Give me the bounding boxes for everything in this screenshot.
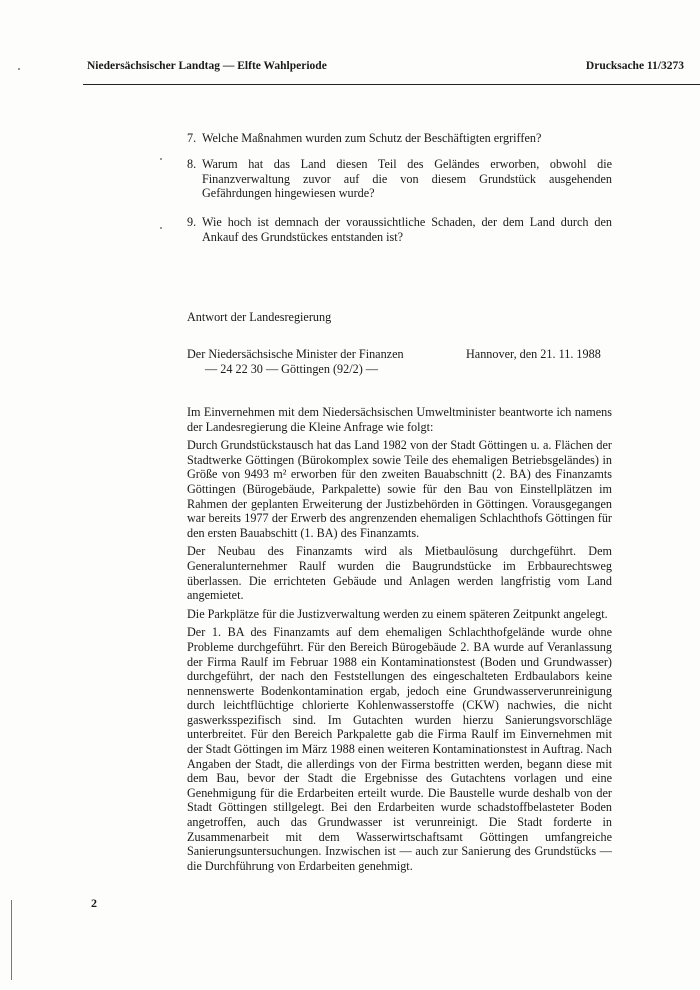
question-number: 8.	[187, 157, 197, 171]
paragraph: Der 1. BA des Finanzamts auf dem ehemaligen Schlachthofgelände wurde ohne Probleme durchgeführt. Für den Bereich Bürogebäude 2. BA wurde auf Veranlassung der Firma Raulf im Februar 1988 ein Kontaminationstest (Boden und Grundwasser) durchgeführt, der nach den Feststellungen des eingeschalteten Erdbaulabors keine nennenswerte Bodenkontamination ergab, jedoch eine Grundwasserverunreinigung durch leichtflüchtige chlorierte Kohlenwasserstoffe (CKW) nachwies, die nicht gaswerksspezifisch sind. Im Gutachten wurden hierzu Sanierungsvorschläge unterbreitet. Für den Bereich Parkpalette gab die Firma Raulf im Einvernehmen mit der Stadt Göttingen im März 1988 einen weiteren Kontaminationstest in Auftrag. Nach Angaben der Stadt, die allerdings von der Firma bestritten werden, begann diese mit dem Bau, bevor der Stadt die Ergebnisse des Gutachtens vorlagen und eine Genehmigung für die Erdarbeiten erteilt wurde. Die Baustelle wurde deshalb von der Stadt Göttingen stillgelegt. Bei den Erdarbeiten wurde schadstoffbelasteter Boden angetroffen, auch das Grundwasser ist verunreinigt. Die Stadt forderte in Zusammenarbeit mit dem Wasserwirtschaftsamt Göttingen umfangreiche Sanierungsuntersuchungen. Inzwischen ist — auch zur Sanierung des Grundstücks — die Durchführung von Erdarbeiten genehmigt.	[187, 625, 612, 873]
document-number: Drucksache 11/3273	[585, 60, 684, 72]
question-text: Wie hoch ist demnach der voraussichtliche Schaden, der dem Land durch den Ankauf des Grundstückes entstanden ist?	[202, 215, 612, 244]
header-title: Niedersächsischer Landtag — Elfte Wahlperiode	[87, 60, 327, 72]
page-number: 2	[91, 896, 97, 910]
question-text: Welche Maßnahmen wurden zum Schutz der Beschäftigten ergriffen?	[202, 131, 542, 145]
paragraph: Der Neubau des Finanzamts wird als Mietbaulösung durchgeführt. Dem Generalunternehmer Raulf wurden die Baugrundstücke im Erbbaurechtsweg überlassen. Die errichteten Gebäude und Anlagen werden langfristig vom Land angemietet.	[187, 544, 612, 603]
margin-line	[11, 900, 12, 980]
paragraph: Durch Grundstückstausch hat das Land 1982 von der Stadt Göttingen u. a. Flächen der Stadtwerke Göttingen (Bürokomplex sowie Teile des ehemaligen Betriebsgeländes) in Größe von 9493 m² erworben für den zweiten Bauabschnitt (2. BA) des Finanzamts Göttingen (Bürogebäude, Parkpalette) sowie für den Bau von Einstellplätzen im Rahmen der geplanten Erweiterung der Justizbehörden in Göttingen. Vorausgegangen war bereits 1977 der Erwerb des angrenzenden ehemaligen Schlachthofs Göttingen für den ersten Bauabschitt (1. BA) des Finanzamts.	[187, 438, 612, 540]
scan-speck	[160, 158, 162, 160]
file-reference: — 24 22 30 — Göttingen (92/2) —	[205, 362, 378, 376]
question-number: 7.	[187, 131, 197, 145]
paragraph: Im Einvernehmen mit dem Niedersächsischen Umweltminister beantworte ich namens der Landesregierung die Kleine Anfrage wie folgt:	[187, 405, 612, 434]
question-8	[187, 157, 612, 201]
header-divider	[83, 84, 700, 85]
place-date: Hannover, den 21. 11. 1988	[466, 347, 601, 361]
paragraph: Die Parkplätze für die Justizverwaltung werden zu einem späteren Zeitpunkt angelegt.	[187, 606, 608, 621]
answer-heading: Antwort der Landesregierung	[187, 310, 332, 324]
question-9	[187, 215, 612, 244]
question-number: 9.	[187, 215, 197, 229]
minister-name: Der Niedersächsische Minister der Finanzen	[187, 347, 404, 361]
question-text: Warum hat das Land diesen Teil des Geländes erworben, obwohl die Finanzverwaltung zuvor auf die von diesem Grundstück ausgehenden Gefährdungen hingewiesen wurde?	[202, 157, 612, 201]
scan-speck	[18, 68, 20, 70]
minister-block	[187, 347, 404, 377]
answer-body	[187, 405, 612, 873]
question-7	[187, 131, 612, 146]
scan-speck	[160, 227, 162, 229]
